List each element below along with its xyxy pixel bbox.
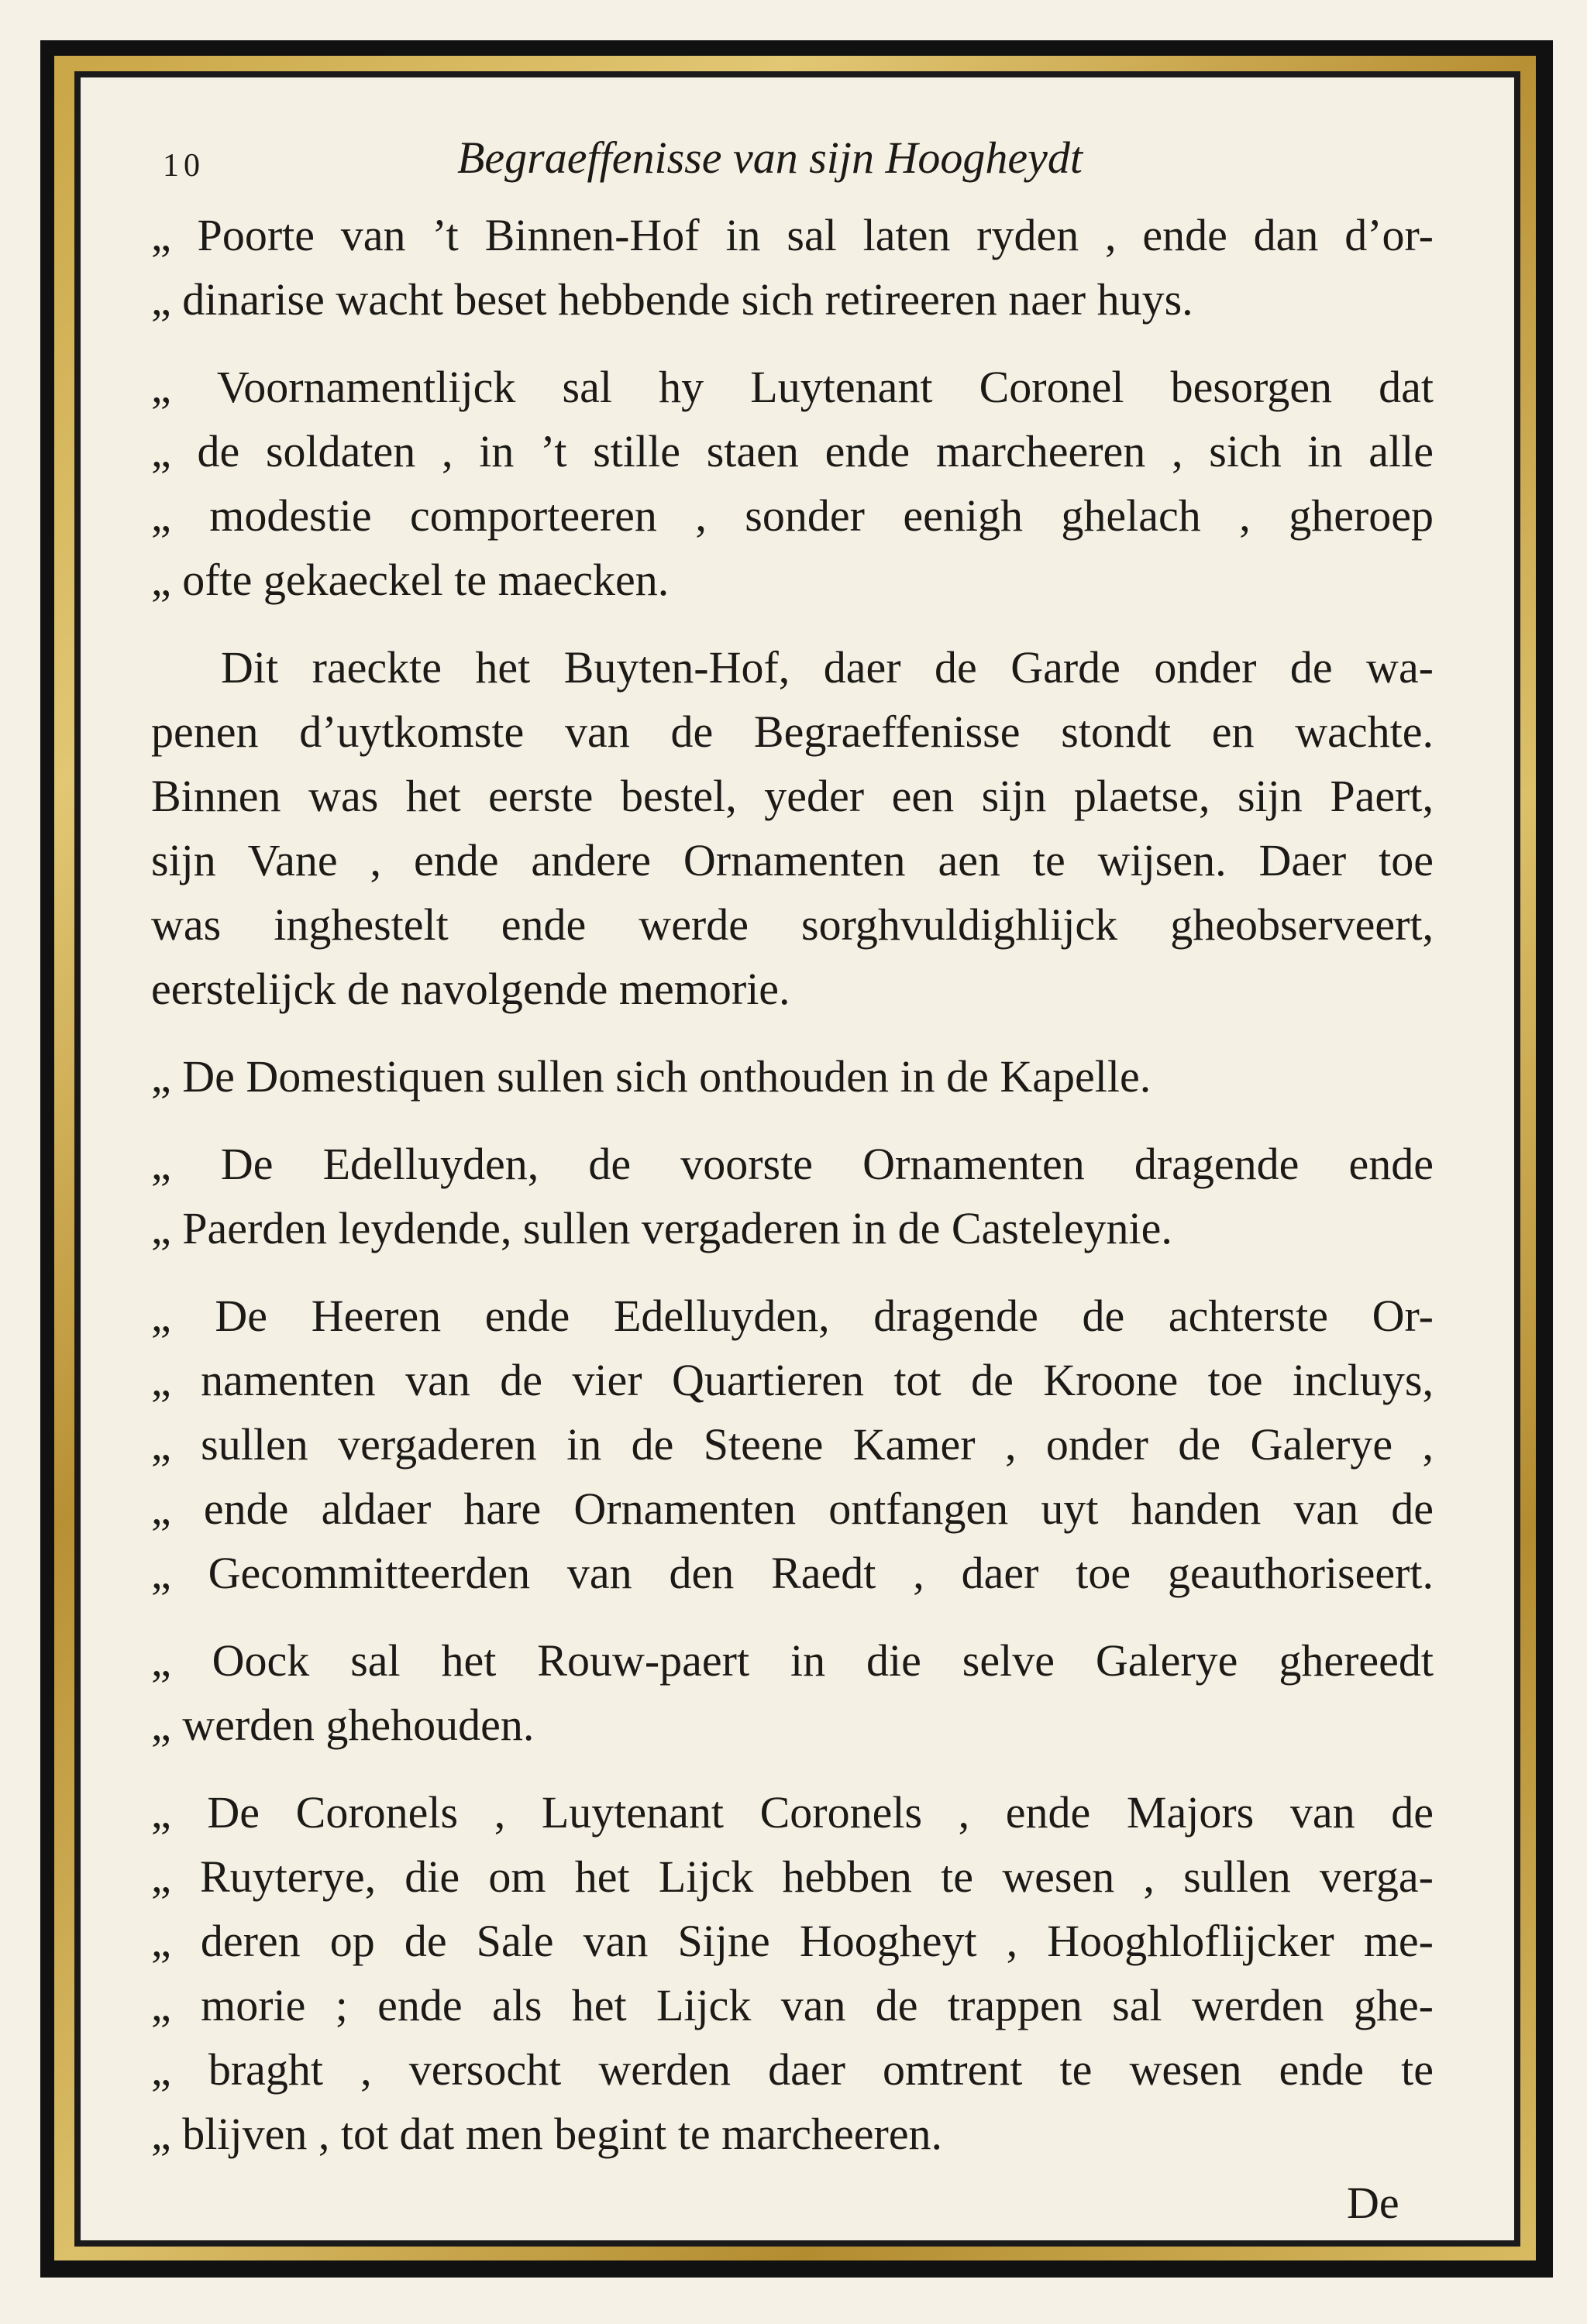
text-line: „ ofte gekaeckel te maecken. <box>151 555 670 605</box>
text-line: penen d’uytkomste van de Begraeffenisse stondt en wachte. <box>151 706 1434 757</box>
text-line: „ De Coronels , Luytenant Coronels , ende Majors van de <box>151 1787 1434 1838</box>
catchword: De <box>1347 2178 1399 2228</box>
text-line: „ De Heeren ende Edelluyden, dragende de achterste Or- <box>151 1291 1434 1341</box>
paragraph-continuation <box>151 700 1434 1021</box>
paragraph <box>151 1044 1434 1109</box>
running-title: Begraeffenisse van sijn Hoogheydt <box>457 132 1083 183</box>
text-line: Dit raeckte het Buyten-Hof, daer de Garde onder de wa- <box>221 642 1434 693</box>
text-line: „ de soldaten , in ’t stille staen ende marcheeren , sich in alle <box>151 426 1434 476</box>
page-body <box>151 203 1434 2166</box>
paragraph <box>151 355 1434 612</box>
text-line: sijn Vane , ende andere Ornamenten aen te wijsen. Daer toe <box>151 835 1434 885</box>
paragraph <box>151 1284 1434 1605</box>
text-line: „ Ruyterye, die om het Lijck hebben te wesen , sullen verga- <box>151 1851 1434 1902</box>
paragraph <box>151 203 1434 332</box>
text-line: „ modestie comporteeren , sonder eenigh ghelach , gheroep <box>151 490 1434 541</box>
text-line: eerstelijck de navolgende memorie. <box>151 964 790 1014</box>
paragraph <box>151 635 1434 700</box>
text-line: „ deren op de Sale van Sijne Hoogheyt , Hooghloflijcker me- <box>151 1916 1434 1966</box>
text-line: „ De Edelluyden, de voorste Ornamenten dragende ende <box>151 1139 1434 1189</box>
text-line: Binnen was het eerste bestel, yeder een sijn plaetse, sijn Paert, <box>151 771 1434 821</box>
text-line: „ Paerden leydende, sullen vergaderen in de Casteleynie. <box>151 1203 1172 1253</box>
paragraph <box>151 1628 1434 1757</box>
paragraph <box>151 1132 1434 1260</box>
text-line: „ dinarise wacht beset hebbende sich retireeren naer huys. <box>151 274 1193 325</box>
text-line: „ sullen vergaderen in de Steene Kamer , onder de Galerye , <box>151 1419 1434 1470</box>
text-line: „ braght , versocht werden daer omtrent te wesen ende te <box>151 2044 1434 2095</box>
text-line: „ namenten van de vier Quartieren tot de Kroone toe incluys, <box>151 1355 1434 1405</box>
text-line: „ ende aldaer hare Ornamenten ontfangen uyt handen van de <box>151 1483 1434 1534</box>
text-line: „ Oock sal het Rouw-paert in die selve Galerye ghereedt <box>151 1635 1434 1686</box>
text-line: „ Voornamentlijck sal hy Luytenant Coronel besorgen dat <box>151 362 1434 412</box>
text-line: „ Gecommitteerden van den Raedt , daer toe geauthoriseert. <box>151 1548 1434 1598</box>
text-line: „ De Domestiquen sullen sich onthouden in de Kapelle. <box>151 1051 1152 1102</box>
text-line: was inghestelt ende werde sorghvuldighlijck gheobserveert, <box>151 899 1434 950</box>
paragraph <box>151 1780 1434 2166</box>
page-header <box>163 132 1434 194</box>
text-line: „ Poorte van ’t Binnen-Hof in sal laten ryden , ende dan d’or- <box>151 210 1434 260</box>
page-number: 10 <box>163 148 205 184</box>
text-line: „ blijven , tot dat men begint te marcheeren. <box>151 2109 943 2159</box>
text-line: „ morie ; ende als het Lijck van de trappen sal werden ghe- <box>151 1980 1434 2030</box>
text-line: „ werden ghehouden. <box>151 1700 535 1750</box>
